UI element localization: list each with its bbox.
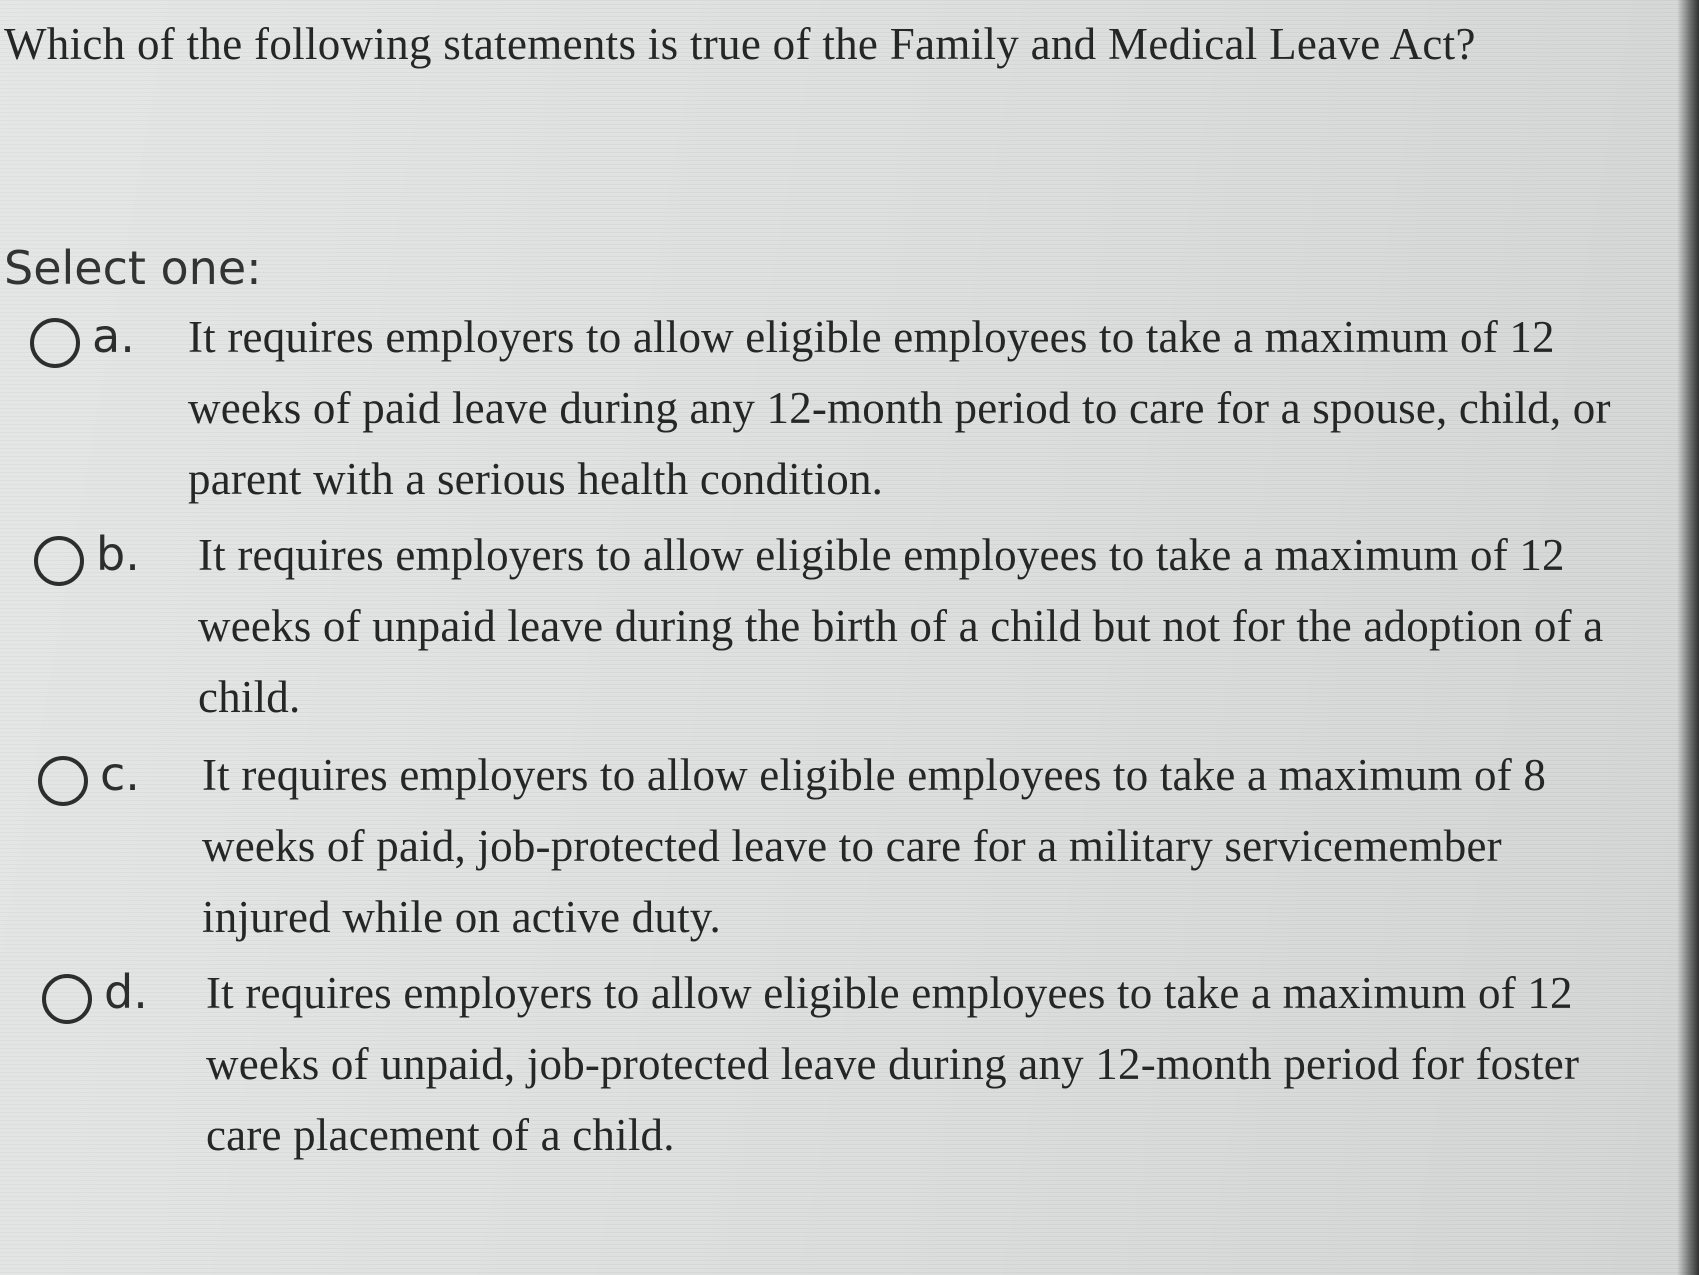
- option-a[interactable]: [30, 300, 1680, 510]
- radio-button-d[interactable]: [42, 974, 92, 1024]
- radio-button-c[interactable]: [38, 756, 88, 806]
- radio-button-b[interactable]: [34, 536, 84, 586]
- option-c-text[interactable]: It requires employers to allow eligible employees to take a maximum of 8 weeks of paid, job-protected leave to care for a military servicemember injured while on active duty.: [202, 750, 1547, 942]
- option-b-text[interactable]: It requires employers to allow eligible employees to take a maximum of 12 weeks of unpaid leave during the birth of a child but not for the adoption of a child.: [198, 530, 1604, 722]
- option-a-text[interactable]: It requires employers to allow eligible employees to take a maximum of 12 weeks of paid leave during any 12-month period to care for a spouse, child, or parent with a serious health condition.: [188, 312, 1611, 504]
- option-c[interactable]: [38, 738, 1688, 948]
- option-b-letter: b.: [96, 527, 140, 581]
- screen-edge-shadow: [1677, 0, 1699, 1275]
- option-b[interactable]: [34, 518, 1684, 728]
- option-d[interactable]: [42, 956, 1692, 1166]
- radio-button-a[interactable]: [30, 318, 80, 368]
- question-text: Which of the following statements is true of the Family and Medical Leave Act?: [4, 19, 1476, 69]
- option-a-letter: a.: [92, 309, 135, 363]
- option-d-letter: d.: [104, 965, 148, 1019]
- option-d-text[interactable]: It requires employers to allow eligible employees to take a maximum of 12 weeks of unpaid, job-protected leave during any 12-month period for foster care placement of a child.: [206, 968, 1580, 1160]
- option-c-letter: c.: [100, 747, 140, 801]
- select-one-label: Select one:: [4, 241, 262, 295]
